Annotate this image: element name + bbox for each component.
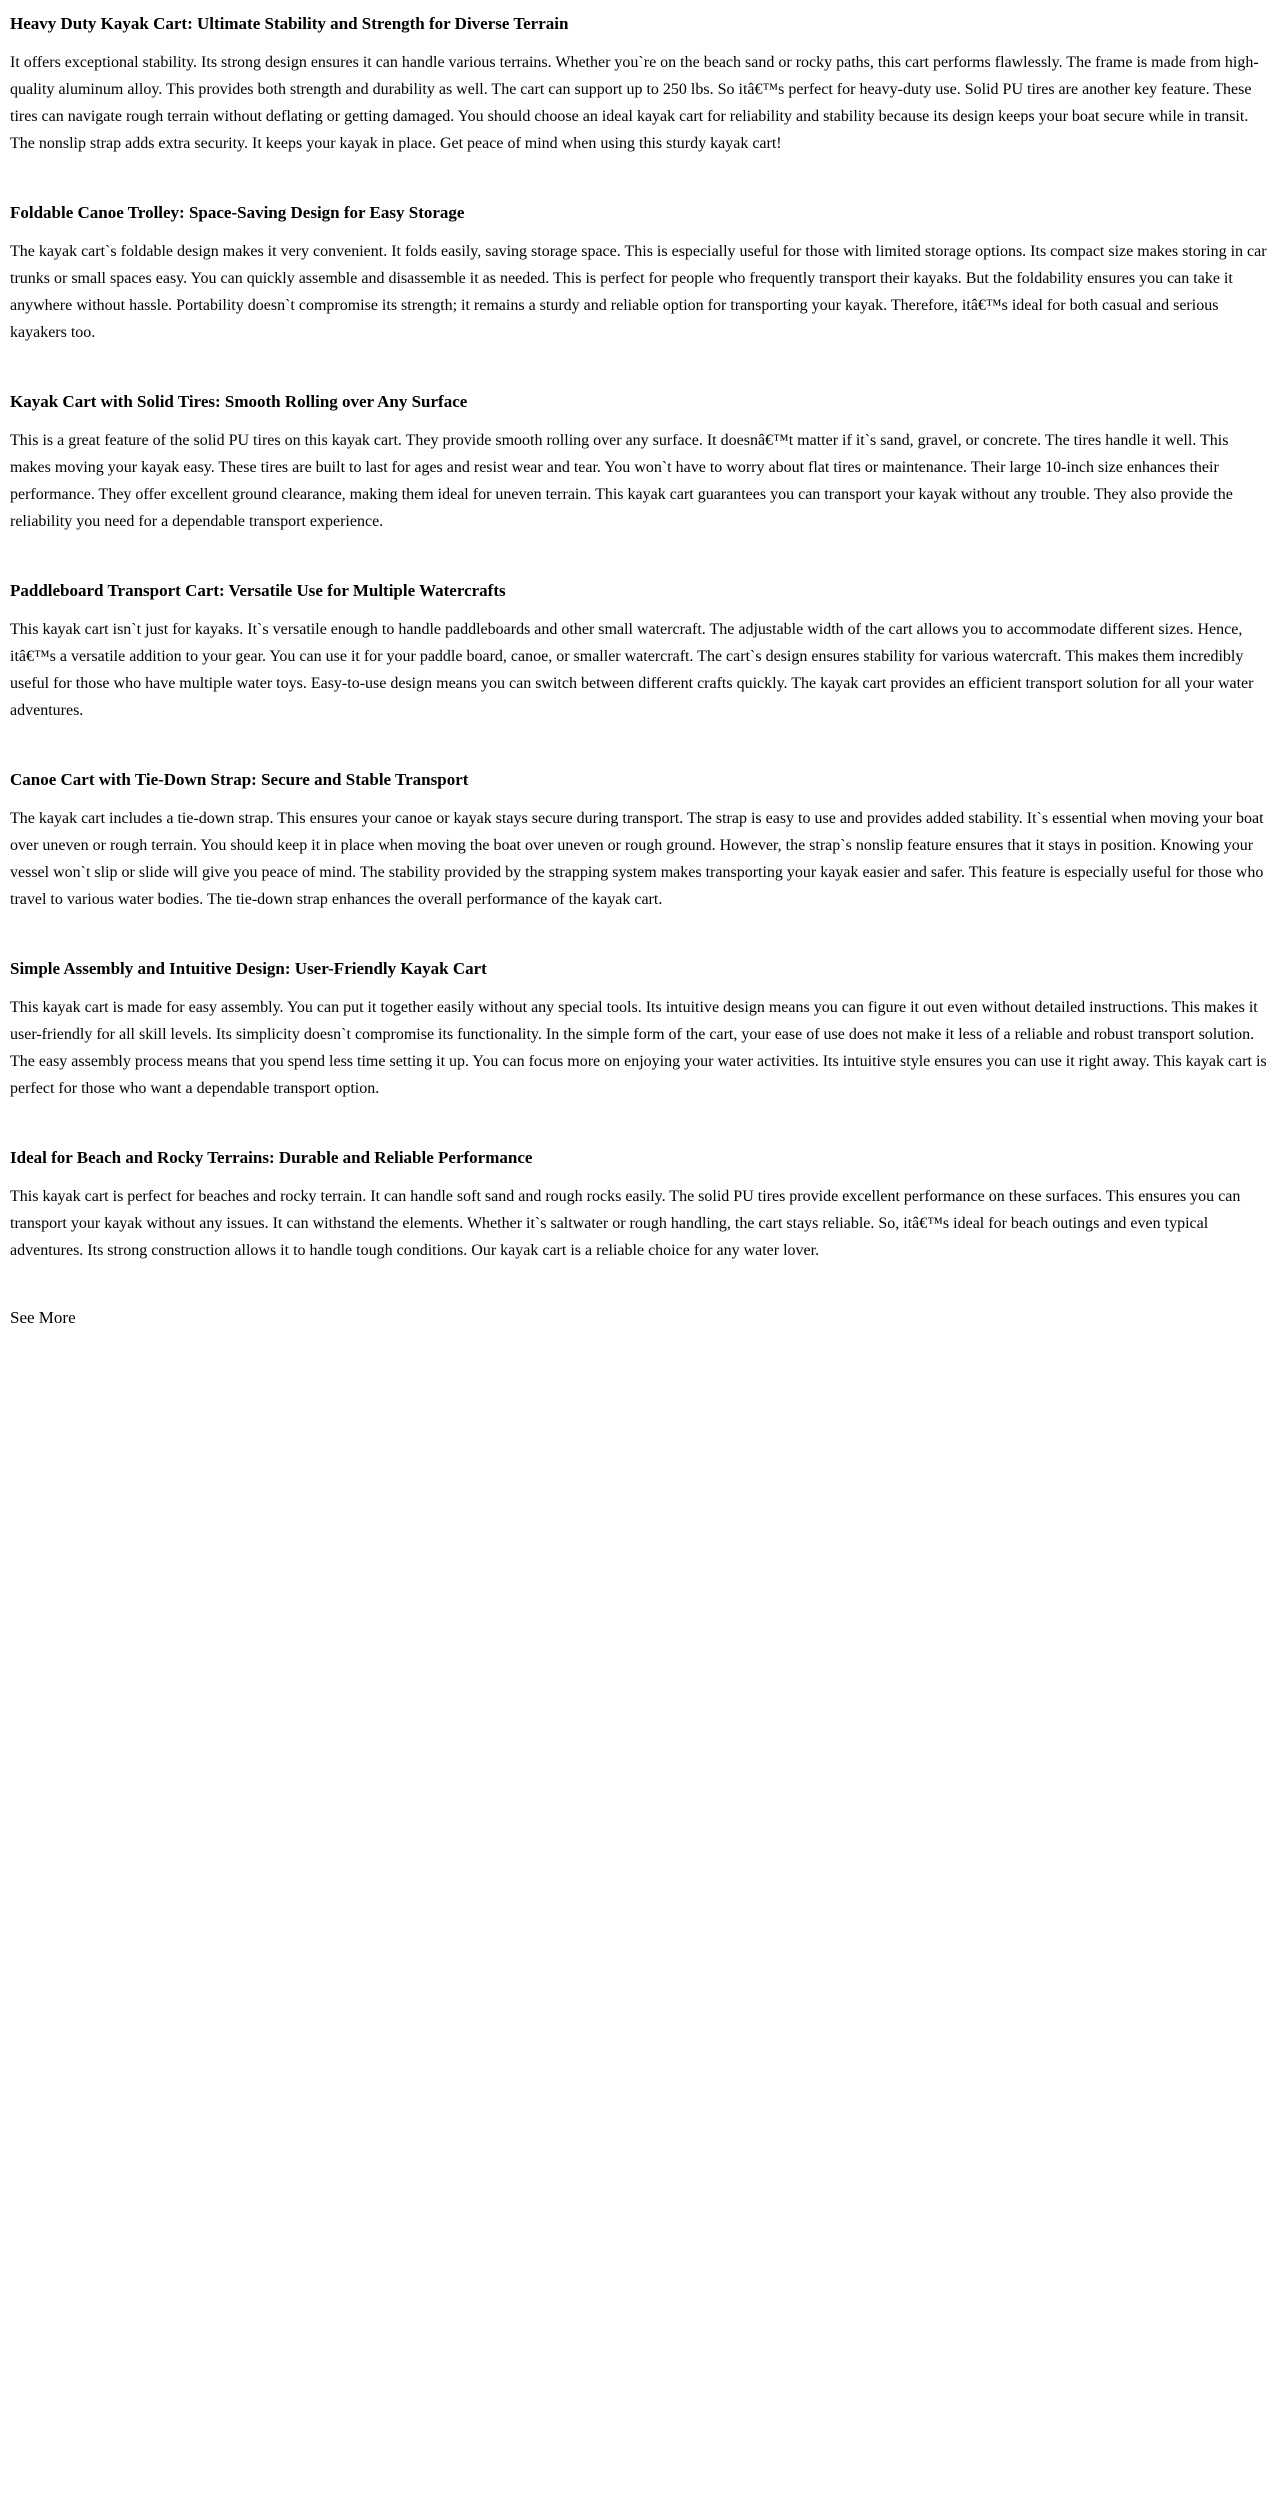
section-body: This kayak cart isn`t just for kayaks. It`s versatile enough to handle paddleboards and other small watercraft. The adjustable width of the cart allows you to accommodate different sizes. Hence, itâ€™s a versatile addition to your gear. You can use it for your paddle board, canoe, or smaller watercraft. The cart`s design ensures stability for various watercraft. This makes them incredibly useful for those who have multiple water toys. Easy-to-use design means you can switch between different crafts quickly. The kayak cart provides an efficient transport solution for all your water adventures. — [10, 621, 1254, 719]
section-heavy-duty — [10, 10, 1270, 157]
section-title: Kayak Cart with Solid Tires: Smooth Rolling over Any Surface — [10, 392, 468, 411]
section-body: This kayak cart is perfect for beaches and rocky terrain. It can handle soft sand and rough rocks easily. The solid PU tires provide excellent performance on these surfaces. This ensures you can transport your kayak without any issues. It can withstand the elements. Whether it`s saltwater or rough handling, the cart stays reliable. So, itâ€™s ideal for beach outings and even typical adventures. Its strong construction allows it to handle tough conditions. Our kayak cart is a reliable choice for any water lover. — [10, 1188, 1241, 1259]
section-paddleboard — [10, 577, 1270, 724]
section-body: It offers exceptional stability. Its strong design ensures it can handle various terrains. Whether you`re on the beach sand or rocky paths, this cart performs flawlessly. The frame is made from high-quality aluminum alloy. This provides both strength and durability as well. The cart can support up to 250 lbs. So itâ€™s perfect for heavy-duty use. Solid PU tires are another key feature. These tires can navigate rough terrain without deflating or getting damaged. You should choose an ideal kayak cart for reliability and stability because its design keeps your boat secure while in transit. The nonslip strap adds extra security. It keeps your kayak in place. Get peace of mind when using this sturdy kayak cart! — [10, 54, 1259, 152]
section-title: Canoe Cart with Tie-Down Strap: Secure and Stable Transport — [10, 770, 469, 789]
section-body: The kayak cart`s foldable design makes it very convenient. It folds easily, saving storage space. This is especially useful for those with limited storage options. Its compact size makes storing in car trunks or small spaces easy. You can quickly assemble and disassemble it as needed. This is perfect for people who frequently transport their kayaks. But the foldability ensures you can take it anywhere without hassle. Portability doesn`t compromise its strength; it remains a sturdy and reliable option for transporting your kayak. Therefore, itâ€™s ideal for both casual and serious kayakers too. — [10, 243, 1267, 341]
section-tie-down-strap — [10, 766, 1270, 913]
section-beach-rocky — [10, 1144, 1270, 1264]
section-simple-assembly — [10, 955, 1270, 1102]
see-more-link[interactable]: See More — [10, 1308, 76, 1327]
section-body: This kayak cart is made for easy assembly. You can put it together easily without any special tools. Its intuitive design means you can figure it out even without detailed instructions. This makes it user-friendly for all skill levels. Its simplicity doesn`t compromise its functionality. In the simple form of the cart, your ease of use does not make it less of a reliable and robust transport solution. The easy assembly process means that you spend less time setting it up. You can focus more on enjoying your water activities. Its intuitive style ensures you can use it right away. This kayak cart is perfect for those who want a dependable transport option. — [10, 999, 1267, 1097]
section-body: The kayak cart includes a tie-down strap. This ensures your canoe or kayak stays secure during transport. The strap is easy to use and provides added stability. It`s essential when moving your boat over uneven or rough terrain. You should keep it in place when moving the boat over uneven or rough ground. However, the strap`s nonslip feature ensures that it stays in position. Knowing your vessel won`t slip or slide will give you peace of mind. The stability provided by the strapping system makes transporting your kayak easier and safer. This feature is especially useful for those who travel to various water bodies. The tie-down strap enhances the overall performance of the kayak cart. — [10, 810, 1264, 908]
section-solid-tires — [10, 388, 1270, 535]
section-foldable — [10, 199, 1270, 346]
section-title: Heavy Duty Kayak Cart: Ultimate Stability and Strength for Diverse Terrain — [10, 14, 569, 33]
section-title: Paddleboard Transport Cart: Versatile Use for Multiple Watercrafts — [10, 581, 506, 600]
section-body: This is a great feature of the solid PU tires on this kayak cart. They provide smooth rolling over any surface. It doesnâ€™t matter if it`s sand, gravel, or concrete. The tires handle it well. This makes moving your kayak easy. These tires are built to last for ages and resist wear and tear. You won`t have to worry about flat tires or maintenance. Their large 10-inch size enhances their performance. They offer excellent ground clearance, making them ideal for uneven terrain. This kayak cart guarantees you can transport your kayak without any trouble. They also provide the reliability you need for a dependable transport experience. — [10, 432, 1233, 530]
section-title: Foldable Canoe Trolley: Space-Saving Design for Easy Storage — [10, 203, 465, 222]
section-title: Ideal for Beach and Rocky Terrains: Durable and Reliable Performance — [10, 1148, 533, 1167]
section-title: Simple Assembly and Intuitive Design: User-Friendly Kayak Cart — [10, 959, 487, 978]
